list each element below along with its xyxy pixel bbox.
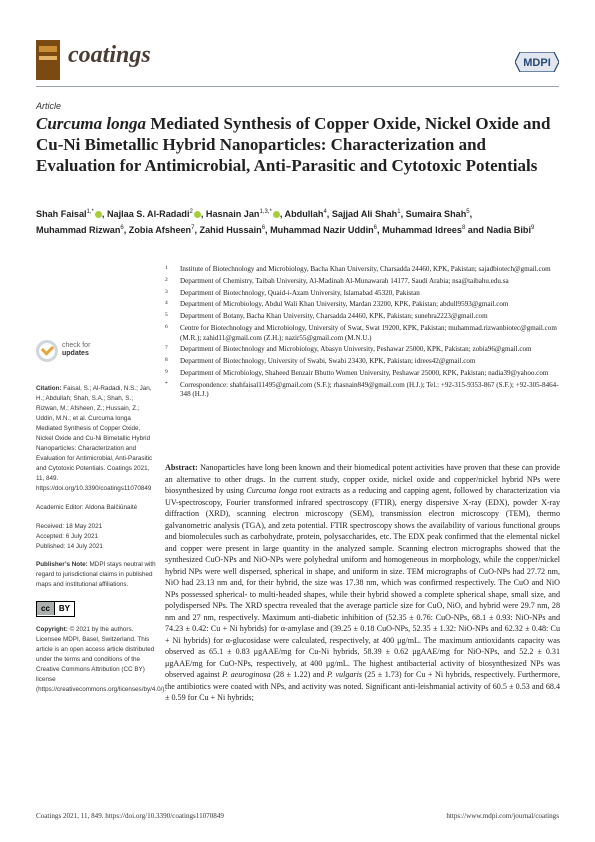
author [206,209,280,219]
affiliation-text: Centre for Biotechnology and Microbiology, University of Swat, Swat 19200, KPK, Pakistan; muhammad.rizwanbiotec@gmail.com (M.R.); zahid11@gmail.com (Z.H.); nazir55@gmail.com (M.N.U.) [180,323,557,342]
affiliation-text: Correspondence: shahfaisal11495@gmail.com (S.F.); rhasnain849@gmail.com (H.J.); Tel.: +92-315-9353-867 (S.F.); +92-305-8464-348 (H.J.) [180,380,559,399]
author-affiliation-sup: 2 [189,209,193,215]
author [36,209,102,219]
author-affiliation-sup: 5 [466,209,470,215]
author-name: Nadia Bibi [486,225,531,236]
accepted-date: Accepted: 6 July 2021 [36,533,98,540]
citation-text: Faisal, S.; Al-Radadi, N.S.; Jan, H.; Abdullah; Shah, S.A.; Shah, S.; Rizwan, M.; Afsheen, Z.; Hussain, Z.; Uddin, M.N.; et al. Curcuma longa Mediated Synthesis of Copper Oxide, Nickel Oxide and Cu-Ni Bimetallic Hybrid Nanoparticles: Characterization and Evaluation for Antimicrobial, Anti-Parasitic and Cytotoxic Potentials. Coatings 2021, 11, 849. https://doi.org/10.3390/coatings11070849 [36,385,153,492]
author [332,209,401,219]
affiliation-item [165,357,560,367]
affiliation-item [165,289,560,299]
citation-block [36,384,156,494]
affiliation-number: 8 [165,357,168,364]
article-title [36,113,556,176]
orcid-icon[interactable] [95,211,102,218]
copyright-label: Copyright: [36,626,68,633]
author-name: Muhammad Nazir Uddin [270,225,374,236]
abstract-text-1: Nanoparticles have long been known and their biomedical potent activities have proven that these can provide an alternative to other drugs. In the current study, copper oxide, nickel oxide and copper/nickel hybrid NPs were biosynthesized by using [165,463,560,495]
footer-journal-link[interactable]: https://www.mdpi.com/journal/coatings [446,812,559,820]
affiliation-number: 5 [165,312,168,319]
copyright-text: © 2021 by the authors. Licensee MDPI, Basel, Switzerland. This article is an open access article distributed under the terms and conditions of the Creative Commons Attribution (CC BY) license (https://creativecommons.org/licenses/by/4.0/). [36,626,167,693]
author-name: Abdullah [284,209,324,220]
affiliation-number: * [165,380,168,387]
orcid-icon[interactable] [194,211,201,218]
cc-by-license-icon[interactable] [36,601,75,617]
affiliation-text: Department of Biotechnology, University of Swabi, Swabi 23430, KPK, Pakistan; idrees42@gmail.com [180,357,476,366]
author [285,209,327,219]
affiliation-number: 1 [165,265,168,271]
affiliation-text: Department of Biotechnology and Microbiology, Abasyn University, Peshawar 25000, KPK, Pakistan; zobia96@gmail.com [180,345,532,354]
publisher-note-label: Publisher’s Note: [36,561,88,568]
author [129,225,195,235]
affiliation-item [165,345,560,355]
copyright-block [36,625,167,695]
affiliation-item [165,369,560,379]
abstract-bacterium-1: P. aeuroginosa [222,670,271,679]
affiliation-number: 3 [165,288,168,295]
author [382,225,465,235]
academic-editor: Academic Editor: Aldona Balčiūnaitė [36,504,138,511]
abstract-text-2: root extracts as a reducing and capping agent, followed by characterization via UV-spectroscopy, Fourier transformed infrared spectroscopy (FTIR), energy dispersive X-ray (EDX), powder X-ray diffraction (XRD), scanning electron microscopy (SEM), transmission electron microscopy (TEM), thermo galvanometric analysis (TGA), and zeta potential. FTIR spectroscopy shows the availability of various functional groups and biomolecules such as carbohydrate, protein, polysaccharides, etc. The EDX peak confirmed that the elemental nickel and copper were present in large quantity in the analyzed sample. Scanning electron micrographs showed that the synthesized CuO-NPs and NiO-NPs were polyhedral uniform and homogeneous in morphology, while the copper/nickel hybrid NPs were well dispersed, spherical in shape, and uniform in size. TEM micrographs of CuO-NPs had 27.72 nm, NiO had 23.13 nm and, for their hybrid, the size was 17.38 nm, which was confirmed respectively. The CuO and NiO NPs possessed spherical- to multi-headed shapes, while their hybrid showed a complete spherical shape, small size, and polydispersed NPs. The XRD spectra revealed that the average particle size for CuO, NiO, and hybrid were 29.7 nm, 28 nm and 27 nm, respectively. Maximum anti-diabetic inhibition of (52.35 ± 0.76: CuO-NPs, 68.1 ± 0.93: NiO-NPs and 74.23 ± 0.42: Cu + Ni hybrids) for α-amylase and (39.25 ± 0.18 CuO-NPs, 52.35 ± 1.32: NiO-NPs and 62.32 ± 0.48: Cu + Ni hybrids) for α-glucosidase were calculated, respectively, at 400 μg/mL. The maximum antioxidants capacity was observed as 65.1 ± 0.83 μgAAE/mg for Cu-Ni hybrids, 58.39 ± 0.62 μgAAE/mg for NiO-NPs, and 52.2 ± 0.31 μgAAE/mg for CuO-NPs, respectively, at 400 μg/mL. The highest antibacterial activity of biosynthesized NPs was observed against [165,486,561,679]
affiliation-text: Department of Chemistry, Taibah University, Al-Madinah Al-Munawarah 14177, Saudi Arabia; nsa@taibahu.edu.sa [180,276,509,285]
citation-label: Citation: [36,385,62,392]
received-date: Received: 18 May 2021 [36,523,103,530]
affiliation-item [165,265,560,275]
author-name: Zobia Afsheen [128,225,192,236]
author-list: Shah Faisal$^{1,*}$ , Najlaa S. Al-Radadi$^2$ , Hasnain Jan$^{1,3,*}$ , Abdullah$^4$, Sajjad Ali Shah$^1$, Sumaira Shah$^5$, Muhammad Rizwan$^6$, Zobia Afsheen$^7$, Zahid Hussain$^6$, Muhammad Nazir Uddin$^6$, Muhammad Idrees$^8$ and Nadia Bibi$^9$ [36,209,535,236]
check-line-1: check for [62,342,91,349]
author-affiliation-sup: 1,* [86,209,94,215]
title-species: Curcuma longa [36,114,147,133]
author-affiliation-sup: 4 [323,209,327,215]
title-text: Mediated Synthesis of Copper Oxide, Nickel Oxide and Cu-Ni Bimetallic Hybrid Nanoparticles: Characterization and Evaluation for Antimicrobial, Anti-Parasitic and Cytotoxic Potentials [36,114,551,175]
affiliation-text: Institute of Biotechnology and Microbiology, Bacha Khan University, Charsadda 24460, KPK, Pakistan; sajadbiotech@gmail.com [180,265,551,273]
affiliation-item [165,300,560,310]
author [406,209,470,219]
author-name: Sajjad Ali Shah [331,209,398,220]
abstract-species: Curcuma longa [246,486,298,495]
abstract-label: Abstract: [165,463,198,472]
affiliation-item [165,312,560,322]
author [270,225,377,235]
author-name: Shah Faisal [36,209,87,220]
affiliation-text: Department of Biotechnology, Quaid-i-Azam University, Islamabad 45320, Pakistan [180,288,420,297]
author-name: Hasnain Jan [205,209,260,220]
affiliation-list [165,265,560,402]
check-for-updates-button[interactable] [36,340,156,366]
history-dates [36,522,156,552]
author-name: Zahid Hussain [199,225,262,236]
article-sidebar [36,340,167,704]
author [36,225,124,235]
affiliation-item [165,381,560,400]
affiliation-number: 4 [165,300,168,307]
author-affiliation-sup: 1,3,* [259,209,272,215]
mdpi-logo [515,52,559,72]
affiliation-number: 7 [165,345,168,352]
author-affiliation-sup: 8 [461,225,466,232]
mdpi-logo-text: MDPI [523,57,551,69]
affiliation-number: 6 [165,323,168,330]
footer-citation[interactable]: Coatings 2021, 11, 849. https://doi.org/10.3390/coatings11070849 [36,812,224,820]
affiliation-item [165,277,560,287]
author-affiliation-sup: 1 [397,209,401,215]
journal-name: coatings [68,42,151,68]
author-name: Muhammad Idrees [382,225,462,236]
affiliation-item [165,324,560,343]
abstract [165,462,560,704]
author-name: Najlaa S. Al-Radadi [106,209,190,220]
journal-header [36,36,559,88]
check-updates-icon [36,340,58,362]
cc-icon: cc [37,602,54,615]
author [487,225,535,235]
coatings-logo-icon [36,40,60,80]
author [200,225,266,235]
orcid-icon[interactable] [273,211,280,218]
author-name: Muhammad Rizwan [36,225,121,236]
check-line-2: updates [62,350,89,357]
abstract-text-4: (25 ± 1.73) for Cu + Ni hybrids, respectively. Furthermore, the antibiotics were coated with NPs, and activity was noted. Significant anti-leishmanial activity of 60.5 ± 0.53 and 68.4 ± 0.59 for Cu + Ni hybrids; [165,670,560,702]
affiliation-number: 9 [165,368,168,375]
article-type: Article [36,101,62,111]
author-affiliation-sup: 6 [373,225,378,232]
published-date: Published: 14 July 2021 [36,543,103,550]
header-rule [36,86,559,87]
affiliation-text: Department of Botany, Bacha Khan University, Charsadda 24460, KPK, Pakistan; sunehra2223@gmail.com [180,312,488,321]
author [107,209,201,219]
affiliation-text: Department of Microbiology, Abdul Wali Khan University, Mardan 23200, KPK, Pakistan; abdull9593@gmail.com [180,300,509,309]
publisher-note [36,560,156,590]
affiliation-number: 2 [165,276,168,283]
author-affiliation-sup: 7 [191,225,195,232]
affiliation-text: Department of Microbiology, Shaheed Benzair Bhutto Women University, Peshawar 25000, KPK, Pakistan; nadia39@yahoo.com [180,368,549,377]
by-icon: BY [54,602,74,615]
author-affiliation-sup: 9 [530,225,535,232]
abstract-text-3: (28 ± 1.22) and [270,670,328,679]
abstract-bacterium-2: P. vulgaris [327,670,362,679]
author-affiliation-sup: 6 [261,225,266,232]
publisher-note-text: MDPI stays neutral with regard to jurisdictional claims in published maps and institutional affiliations. [36,561,156,588]
author-name: Sumaira Shah [405,209,467,220]
author-affiliation-sup: 6 [120,225,124,232]
